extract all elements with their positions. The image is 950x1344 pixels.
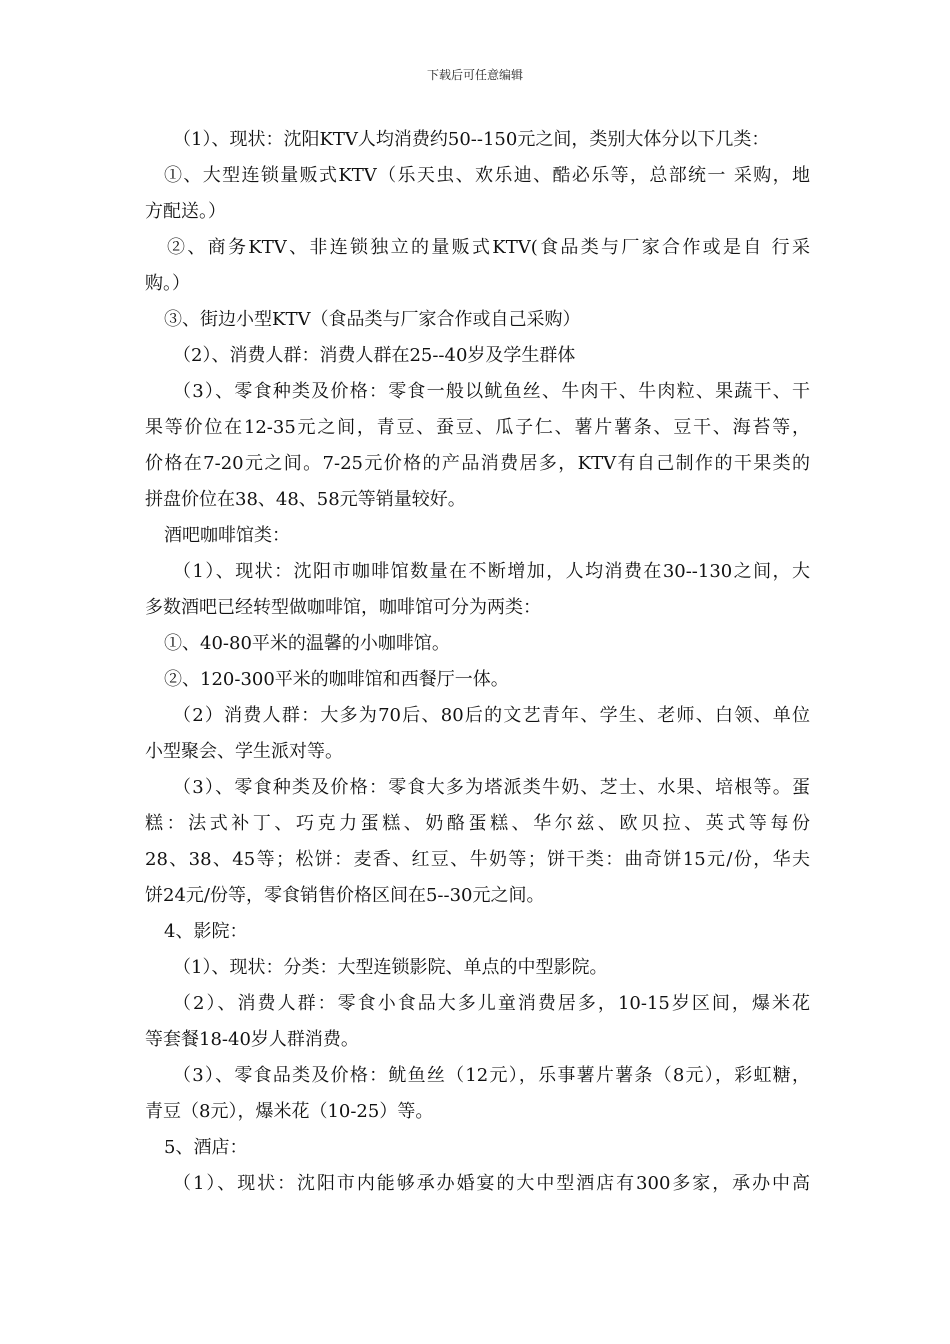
section-heading: 5、酒店： <box>164 1137 248 1158</box>
text-line: （2）消费人群：大多为70后、80后的文艺青年、学生、老师、白领、单位 <box>173 705 810 726</box>
text-line: 饼24元/份等，零食销售价格区间在5--30元之间。 <box>145 885 545 906</box>
text-line: （2）、消费人群：消费人群在25--40岁及学生群体 <box>173 345 576 366</box>
text-line: 糕：法式补丁、巧克力蛋糕、奶酪蛋糕、华尔兹、欧贝拉、英式等每份 <box>145 813 810 834</box>
text-line: （2）、消费人群：零食小食品大多儿童消费居多，10-15岁区间，爆米花 <box>173 993 810 1014</box>
text-line: （1）、现状：沈阳市内能够承办婚宴的大中型酒店有300多家，承办中高 <box>173 1173 810 1194</box>
text-line: ①、40-80平米的温馨的小咖啡馆。 <box>164 633 450 654</box>
section-heading: 4、影院： <box>164 921 248 942</box>
text-line: （3）、零食种类及价格：零食大多为塔派类牛奶、芝士、水果、培根等。蛋 <box>173 777 810 798</box>
text-line: ③、街边小型KTV（食品类与厂家合作或自己采购） <box>164 309 581 330</box>
text-line: 青豆（8元），爆米花（10-25）等。 <box>145 1101 434 1122</box>
text-line: ②、商务KTV、非连锁独立的量贩式KTV(食品类与厂家合作或是自 行采 <box>167 237 810 258</box>
text-line: 果等价位在12-35元之间，青豆、蚕豆、瓜子仁、薯片薯条、豆干、海苔等， <box>145 417 810 438</box>
text-line: 等套餐18-40岁人群消费。 <box>145 1029 359 1050</box>
text-line: ②、120-300平米的咖啡馆和西餐厅一体。 <box>164 669 509 690</box>
text-line: 价格在7-20元之间。7-25元价格的产品消费居多，KTV有自己制作的干果类的 <box>145 453 810 474</box>
text-line: 28、38、45等；松饼：麦香、红豆、牛奶等；饼干类：曲奇饼15元/份，华夫 <box>145 849 810 870</box>
text-line: 拼盘价位在38、48、58元等销量较好。 <box>145 489 466 510</box>
text-line: ①、大型连锁量贩式KTV（乐天虫、欢乐迪、酷必乐等，总部统一 采购，地 <box>164 165 810 186</box>
text-line: 购。） <box>145 273 190 294</box>
page-header: 下载后可任意编辑 <box>426 68 523 82</box>
text-line: （1）、现状：沈阳市咖啡馆数量在不断增加，人均消费在30--130之间，大 <box>173 561 810 582</box>
text-line: （3）、零食种类及价格：零食一般以鱿鱼丝、牛肉干、牛肉粒、果蔬干、干 <box>173 381 810 402</box>
text-line: （1）、现状：分类：大型连锁影院、单点的中型影院。 <box>173 957 608 978</box>
text-line: 方配送。） <box>145 201 226 222</box>
text-line: （1）、现状：沈阳KTV人均消费约50--150元之间，类别大体分以下几类： <box>173 129 770 150</box>
section-heading: 酒吧咖啡馆类： <box>164 525 290 546</box>
text-line: 小型聚会、学生派对等。 <box>145 741 343 762</box>
text-line: （3）、零食品类及价格：鱿鱼丝（12元），乐事薯片薯条（8元），彩虹糖， <box>173 1065 810 1086</box>
document-body <box>145 122 810 1202</box>
text-line: 多数酒吧已经转型做咖啡馆，咖啡馆可分为两类： <box>145 597 541 618</box>
